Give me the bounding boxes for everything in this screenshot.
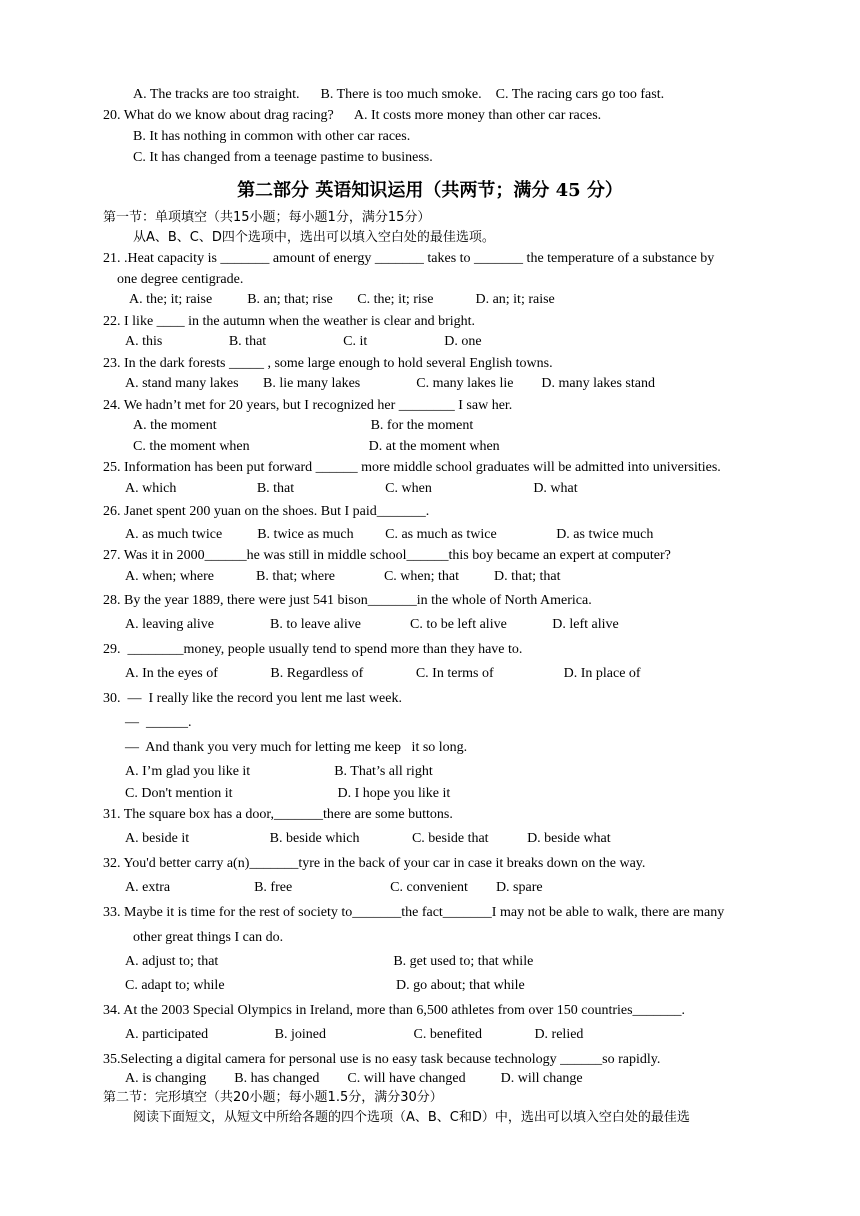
section-one-instructions: 从A、B、C、D四个选项中，选出可以填入空白处的最佳选项。 [133, 230, 495, 245]
question-28: 28. By the year 1889, there were just 541 bison_______in the whole of North America. [103, 593, 592, 608]
question-26-options: A. as much twice B. twice as much C. as much as twice D. as twice much [125, 527, 654, 542]
question-30-reply: — And thank you very much for letting me keep it so long. [125, 740, 468, 755]
question-20: 20. What do we know about drag racing? A. It costs more money than other car races. [103, 108, 602, 123]
question-35-options: A. is changing B. has changed C. will have changed D. will change [125, 1071, 583, 1086]
question-30: 30. — I really like the record you lent me last week. [103, 691, 402, 706]
question-26: 26. Janet spent 200 yuan on the shoes. But I paid_______. [103, 504, 430, 519]
question-22: 22. I like ____ in the autumn when the weather is clear and bright. [103, 314, 476, 329]
question-24-options-ab: A. the moment B. for the moment [133, 418, 474, 433]
question-20-option-b: B. It has nothing in common with other car races. [133, 129, 411, 144]
question-33-options-ab: A. adjust to; that B. get used to; that while [125, 954, 534, 969]
question-25: 25. Information has been put forward ______ more middle school graduates will be admitted into universities. [103, 460, 721, 475]
question-34-options: A. participated B. joined C. benefited D. relied [125, 1027, 584, 1042]
question-24: 24. We hadn’t met for 20 years, but I recognized her ________ I saw her. [103, 398, 513, 413]
question-29-options: A. In the eyes of B. Regardless of C. In terms of D. In place of [125, 666, 641, 681]
question-30-options-cd: C. Don't mention it D. I hope you like it [125, 786, 451, 801]
question-32: 32. You'd better carry a(n)_______tyre in the back of your car in case it breaks down on the way. [103, 856, 646, 871]
question-35: 35.Selecting a digital camera for personal use is no easy task because technology ______so rapidly. [103, 1052, 661, 1067]
question-21-options: A. the; it; raise B. an; that; rise C. the; it; rise D. an; it; raise [129, 292, 555, 307]
question-21: 21. .Heat capacity is _______ amount of energy _______ takes to _______ the temperature of a substance by [103, 251, 715, 266]
question-24-options-cd: C. the moment when D. at the moment when [133, 439, 500, 454]
question-25-options: A. which B. that C. when D. what [125, 481, 578, 496]
question-29: 29. ________money, people usually tend to spend more than they have to. [103, 642, 523, 657]
question-27-options: A. when; where B. that; where C. when; that D. that; that [125, 569, 561, 584]
question-22-options: A. this B. that C. it D. one [125, 334, 482, 349]
question-23-options: A. stand many lakes B. lie many lakes C. many lakes lie D. many lakes stand [125, 376, 655, 391]
question-34: 34. At the 2003 Special Olympics in Ireland, more than 6,500 athletes from over 150 countries_______. [103, 1003, 686, 1018]
line-19-options: A. The tracks are too straight. B. There is too much smoke. C. The racing cars go too fast. [133, 87, 665, 102]
section-two-title: 第二节：完形填空（共20小题；每小题1.5分，满分30分） [103, 1090, 443, 1105]
question-21-cont: one degree centigrade. [117, 272, 244, 287]
question-33-cont: other great things I can do. [133, 930, 284, 945]
question-27: 27. Was it in 2000______he was still in middle school______this boy became an expert at computer? [103, 548, 671, 563]
section-two-instructions: 阅读下面短文，从短文中所给各题的四个选项（A、B、C和D）中，选出可以填入空白处的最佳选 [133, 1110, 690, 1125]
section-one-title: 第一节：单项填空（共15小题；每小题1分，满分15分） [103, 210, 431, 225]
question-32-options: A. extra B. free C. convenient D. spare [125, 880, 543, 895]
part-two-heading: 第二部分 英语知识运用（共两节；满分 45 分） [237, 180, 623, 201]
question-31-options: A. beside it B. beside which C. beside that D. beside what [125, 831, 611, 846]
question-30-blank: — ______. [125, 715, 192, 730]
question-31: 31. The square box has a door,_______there are some buttons. [103, 807, 453, 822]
question-23: 23. In the dark forests _____ , some large enough to hold several English towns. [103, 356, 553, 371]
question-30-options-ab: A. I’m glad you like it B. That’s all right [125, 764, 433, 779]
question-33: 33. Maybe it is time for the rest of society to_______the fact_______I may not be able to walk, there are many [103, 905, 725, 920]
question-20-option-c: C. It has changed from a teenage pastime to business. [133, 150, 433, 165]
question-28-options: A. leaving alive B. to leave alive C. to be left alive D. left alive [125, 617, 619, 632]
question-33-options-cd: C. adapt to; while D. go about; that while [125, 978, 525, 993]
